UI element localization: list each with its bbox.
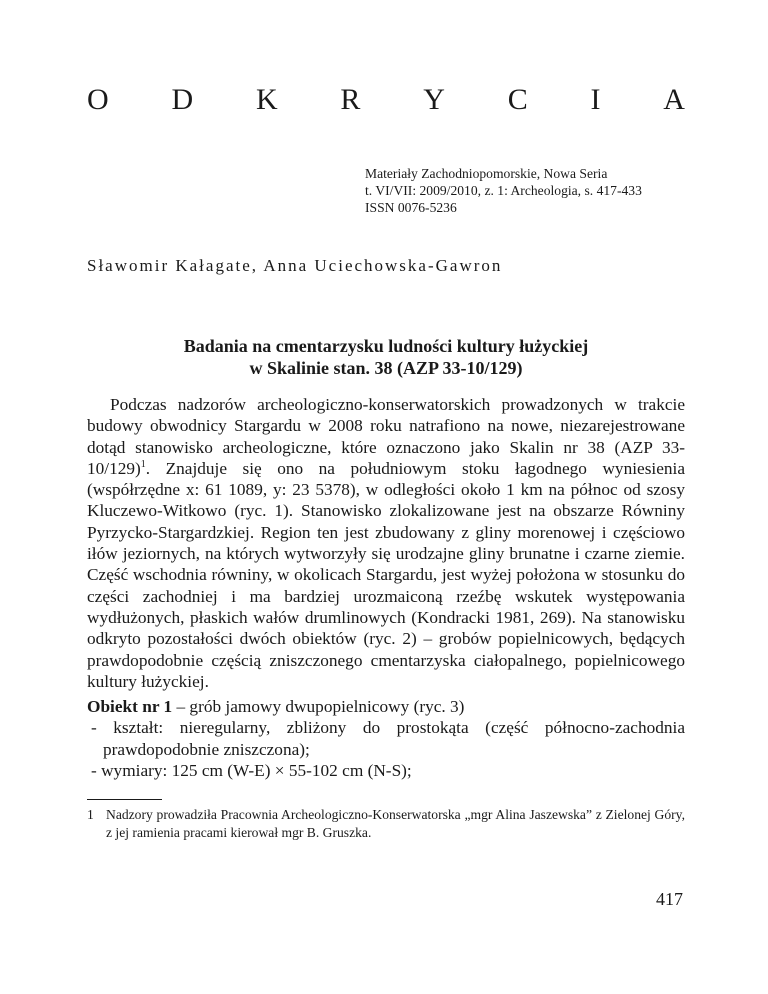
paragraph-text: Podczas nadzorów archeologiczno-konserwatorskich prowadzonych w trakcie budowy obwodnicy Stargardu w 2008 roku natrafiono na nowe, niezarejestrowane dotąd stanowisko archeologiczne, które oznaczono jako Skalin nr 38 (AZP 33-10/129) <box>87 395 685 478</box>
authors: Sławomir Kałagate, Anna Uciechowska-Gawron <box>87 256 503 275</box>
section-letter: K <box>255 83 278 116</box>
journal-issn: ISSN 0076-5236 <box>365 200 457 215</box>
obiekt-desc: – grób jamowy dwupopielnicowy (ryc. 3) <box>172 697 465 716</box>
article-title <box>87 335 685 379</box>
body-text <box>87 394 685 692</box>
page-number: 417 <box>656 889 683 909</box>
footnote <box>87 806 685 841</box>
obiekt-section <box>87 696 685 781</box>
obiekt-list <box>87 717 685 781</box>
journal-line: t. VI/VII: 2009/2010, z. 1: Archeologia, s. 417-433 <box>365 183 642 198</box>
journal-info <box>365 165 705 216</box>
section-letter: I <box>590 83 601 116</box>
section-letter: Y <box>423 83 445 116</box>
section-letter: D <box>171 83 194 116</box>
footnote-ref[interactable]: 1 <box>140 459 146 471</box>
section-letter: R <box>340 83 361 116</box>
article-title-line: Badania na cmentarzysku ludności kultury łużyckiej <box>183 336 589 356</box>
footnote-divider <box>87 799 162 800</box>
paragraph-text: . Znajduje się ono na południowym stoku łagodnego wyniesienia (współrzędne x: 61 1089, y: 23 5378), w odległości około 1 km na północ od szosy Kluczewo-Witkowo (ryc. 1). Stanowisko zlokalizowane jest na obszarze Równiny Pyrzycko-Stargardzkiej. Region ten jest zbudowany z gliny morenowej i częściowo iłów jeziornych, na których wytworzyły się urodzajne gliny brunatne i czarne ziemie. Część wschodnia równiny, w okolicach Stargardu, jest wyżej położona w stosunku do części zachodniej i ma bardziej urozmaiconą rzeźbę wskutek występowania wydłużonych, płaskich wałów drumlinowych (Kondracki 1981, 269). Na stanowisku odkryto pozostałości dwóch obiektów (ryc. 2) – grobów popielnicowych, będących prawdopodobnie częścią zniszczonego cmentarzyska ciałopalnego, popielnicowego kultury łużyckiej. <box>87 458 685 691</box>
article-title-line: w Skalinie stan. 38 (AZP 33-10/129) <box>249 358 523 378</box>
list-item: - kształt: nieregularny, zbliżony do prostokąta (część północno-zachodnia prawdopodobnie zniszczona); <box>91 718 685 759</box>
journal-line: Materiały Zachodniopomorskie, Nowa Seria <box>365 166 608 181</box>
obiekt-heading <box>87 696 685 717</box>
section-letter: A <box>663 83 685 116</box>
footnote-text: Nadzory prowadziła Pracownia Archeologiczno-Konserwatorska „mgr Alina Jaszewska” z Zielonej Góry, z jej ramienia pracami kierował mgr B. Gruszka. <box>106 807 685 840</box>
list-item: - wymiary: 125 cm (W-E) × 55-102 cm (N-S); <box>91 760 412 780</box>
paragraph <box>87 394 685 692</box>
section-letter: C <box>507 83 528 116</box>
footnote-number: 1 <box>87 807 94 822</box>
obiekt-label: Obiekt nr 1 <box>87 697 173 716</box>
section-title <box>87 82 685 118</box>
section-letter: O <box>87 83 109 116</box>
